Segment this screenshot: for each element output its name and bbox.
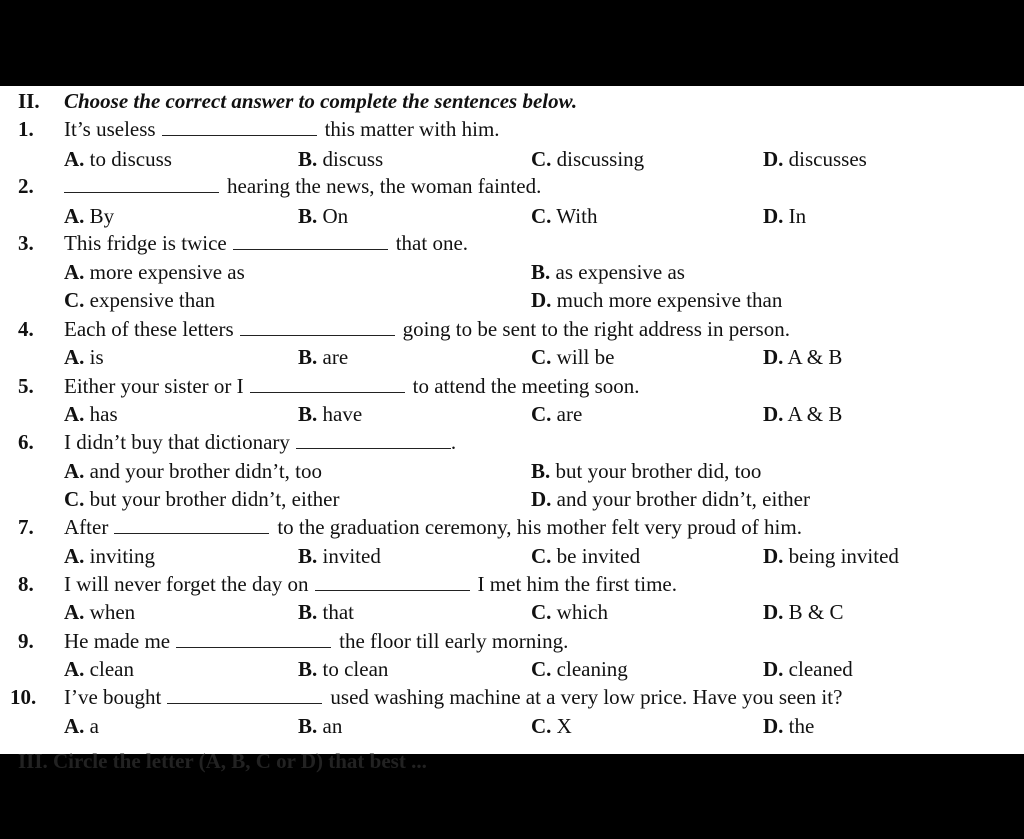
answer-blank bbox=[315, 572, 470, 591]
option-b: B. are bbox=[298, 345, 349, 369]
stem-after: to attend the meeting soon. bbox=[412, 374, 640, 398]
question-number-8: 8. bbox=[18, 572, 34, 596]
stem-before: It’s useless bbox=[64, 117, 156, 141]
option-d: D. discusses bbox=[763, 147, 867, 171]
stem-before: I will never forget the day on bbox=[64, 572, 309, 596]
option-c: C. expensive than bbox=[64, 288, 216, 312]
stem-before: This fridge is twice bbox=[64, 231, 227, 255]
answer-blank bbox=[167, 685, 322, 704]
option-a: A. clean bbox=[64, 657, 134, 681]
stem-after: that one. bbox=[395, 231, 469, 255]
option-d: D. A & B bbox=[763, 345, 843, 369]
answer-blank bbox=[233, 231, 388, 250]
question-stem-3 bbox=[64, 230, 468, 256]
question-number-7: 7. bbox=[18, 515, 34, 539]
stem-after: this matter with him. bbox=[324, 117, 500, 141]
option-d: D. much more expensive than bbox=[531, 288, 783, 312]
question-number-2: 2. bbox=[18, 174, 34, 198]
stem-after: I met him the first time. bbox=[477, 572, 678, 596]
question-stem-5 bbox=[64, 373, 640, 399]
stem-before: I didn’t buy that dictionary bbox=[64, 430, 290, 454]
worksheet-page bbox=[0, 86, 1024, 773]
answer-blank bbox=[250, 374, 405, 393]
answer-blank bbox=[296, 430, 451, 449]
question-number-5: 5. bbox=[18, 374, 34, 398]
option-b: B. invited bbox=[298, 544, 381, 568]
option-a: A. By bbox=[64, 204, 115, 228]
question-stem-1 bbox=[64, 116, 500, 142]
option-d: D. cleaned bbox=[763, 657, 853, 681]
answer-blank bbox=[114, 515, 269, 534]
option-b: B. but your brother did, too bbox=[531, 459, 762, 483]
question-number-3: 3. bbox=[18, 231, 34, 255]
stem-before: I’ve bought bbox=[64, 685, 162, 709]
option-b: B. to clean bbox=[298, 657, 389, 681]
answer-blank bbox=[240, 317, 395, 336]
option-b: B. that bbox=[298, 600, 355, 624]
question-number-1: 1. bbox=[18, 117, 34, 141]
option-c: C. will be bbox=[531, 345, 615, 369]
option-a: A. a bbox=[64, 714, 99, 738]
option-c: C. discussing bbox=[531, 147, 645, 171]
answer-blank bbox=[64, 174, 219, 193]
question-stem-7 bbox=[64, 514, 802, 540]
next-section-heading-cut: III. Circle the letter (A, B, C or D) that best ... bbox=[18, 749, 427, 773]
question-number-4: 4. bbox=[18, 317, 34, 341]
option-d: D. being invited bbox=[763, 544, 899, 568]
option-d: D. A & B bbox=[763, 402, 843, 426]
question-stem-6 bbox=[64, 429, 456, 455]
stem-after: used washing machine at a very low price. Have you seen it? bbox=[330, 685, 843, 709]
option-b: B. as expensive as bbox=[531, 260, 685, 284]
option-c: C. be invited bbox=[531, 544, 641, 568]
option-c: C. cleaning bbox=[531, 657, 628, 681]
option-c: C. are bbox=[531, 402, 583, 426]
option-a: A. more expensive as bbox=[64, 260, 245, 284]
question-number-9: 9. bbox=[18, 629, 34, 653]
stem-before: After bbox=[64, 515, 109, 539]
stem-before: He made me bbox=[64, 629, 171, 653]
question-stem-4 bbox=[64, 316, 790, 342]
option-a: A. and your brother didn’t, too bbox=[64, 459, 322, 483]
option-b: B. discuss bbox=[298, 147, 384, 171]
question-stem-9 bbox=[64, 628, 568, 654]
stem-before: Either your sister or I bbox=[64, 374, 244, 398]
option-d: D. B & C bbox=[763, 600, 844, 624]
question-number-10: 10. bbox=[10, 685, 37, 709]
option-c: C. With bbox=[531, 204, 598, 228]
option-c: C. which bbox=[531, 600, 608, 624]
option-a: A. has bbox=[64, 402, 118, 426]
stem-after: the floor till early morning. bbox=[339, 629, 569, 653]
option-b: B. have bbox=[298, 402, 363, 426]
stem-after: . bbox=[450, 430, 457, 454]
stem-after: hearing the news, the woman fainted. bbox=[227, 174, 542, 198]
question-number-6: 6. bbox=[18, 430, 34, 454]
option-d: D. and your brother didn’t, either bbox=[531, 487, 810, 511]
section-title: Choose the correct answer to complete the sentences below. bbox=[64, 89, 578, 113]
question-stem-8 bbox=[64, 571, 677, 597]
stem-after: going to be sent to the right address in person. bbox=[402, 317, 790, 341]
option-a: A. when bbox=[64, 600, 136, 624]
option-c: C. but your brother didn’t, either bbox=[64, 487, 340, 511]
answer-blank bbox=[176, 629, 331, 648]
stem-before: Each of these letters bbox=[64, 317, 234, 341]
answer-blank bbox=[162, 117, 317, 136]
option-b: B. an bbox=[298, 714, 343, 738]
option-c: C. X bbox=[531, 714, 572, 738]
section-number: II. bbox=[18, 89, 40, 113]
question-stem-2 bbox=[64, 173, 541, 199]
option-d: D. In bbox=[763, 204, 807, 228]
option-d: D. the bbox=[763, 714, 815, 738]
question-stem-10 bbox=[64, 684, 842, 710]
option-a: A. is bbox=[64, 345, 104, 369]
option-a: A. inviting bbox=[64, 544, 156, 568]
stem-after: to the graduation ceremony, his mother felt very proud of him. bbox=[277, 515, 802, 539]
option-a: A. to discuss bbox=[64, 147, 172, 171]
option-b: B. On bbox=[298, 204, 349, 228]
